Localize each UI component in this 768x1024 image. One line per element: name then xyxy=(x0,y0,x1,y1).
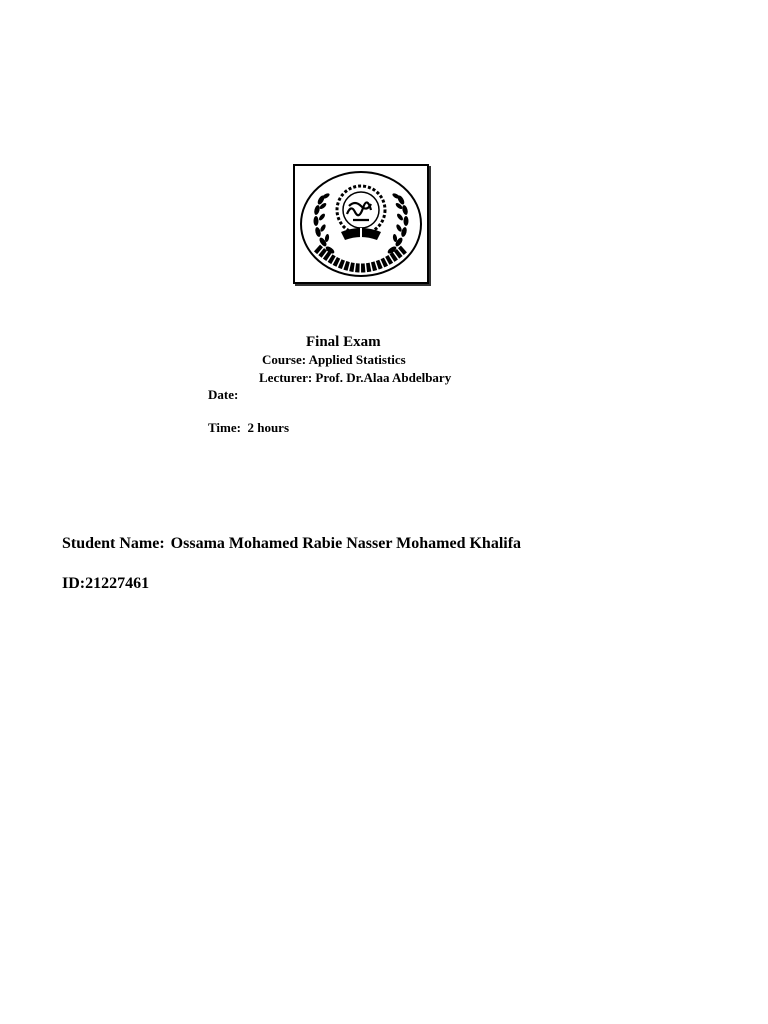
exam-title: Final Exam xyxy=(306,334,381,350)
student-name-line xyxy=(62,535,521,553)
date-line: Date: xyxy=(208,387,239,402)
university-seal-icon xyxy=(299,170,423,278)
time-line: Time: 2 hours xyxy=(208,420,290,435)
logo-frame xyxy=(293,164,429,284)
course-line: Course: Applied Statistics xyxy=(262,352,406,367)
lecturer-line: Lecturer: Prof. Dr.Alaa Abdelbary xyxy=(259,370,452,385)
student-name-label: Student Name: xyxy=(62,535,165,552)
student-id: ID:21227461 xyxy=(62,575,150,592)
student-name-value: Ossama Mohamed Rabie Nasser Mohamed Khalifa xyxy=(170,535,522,552)
